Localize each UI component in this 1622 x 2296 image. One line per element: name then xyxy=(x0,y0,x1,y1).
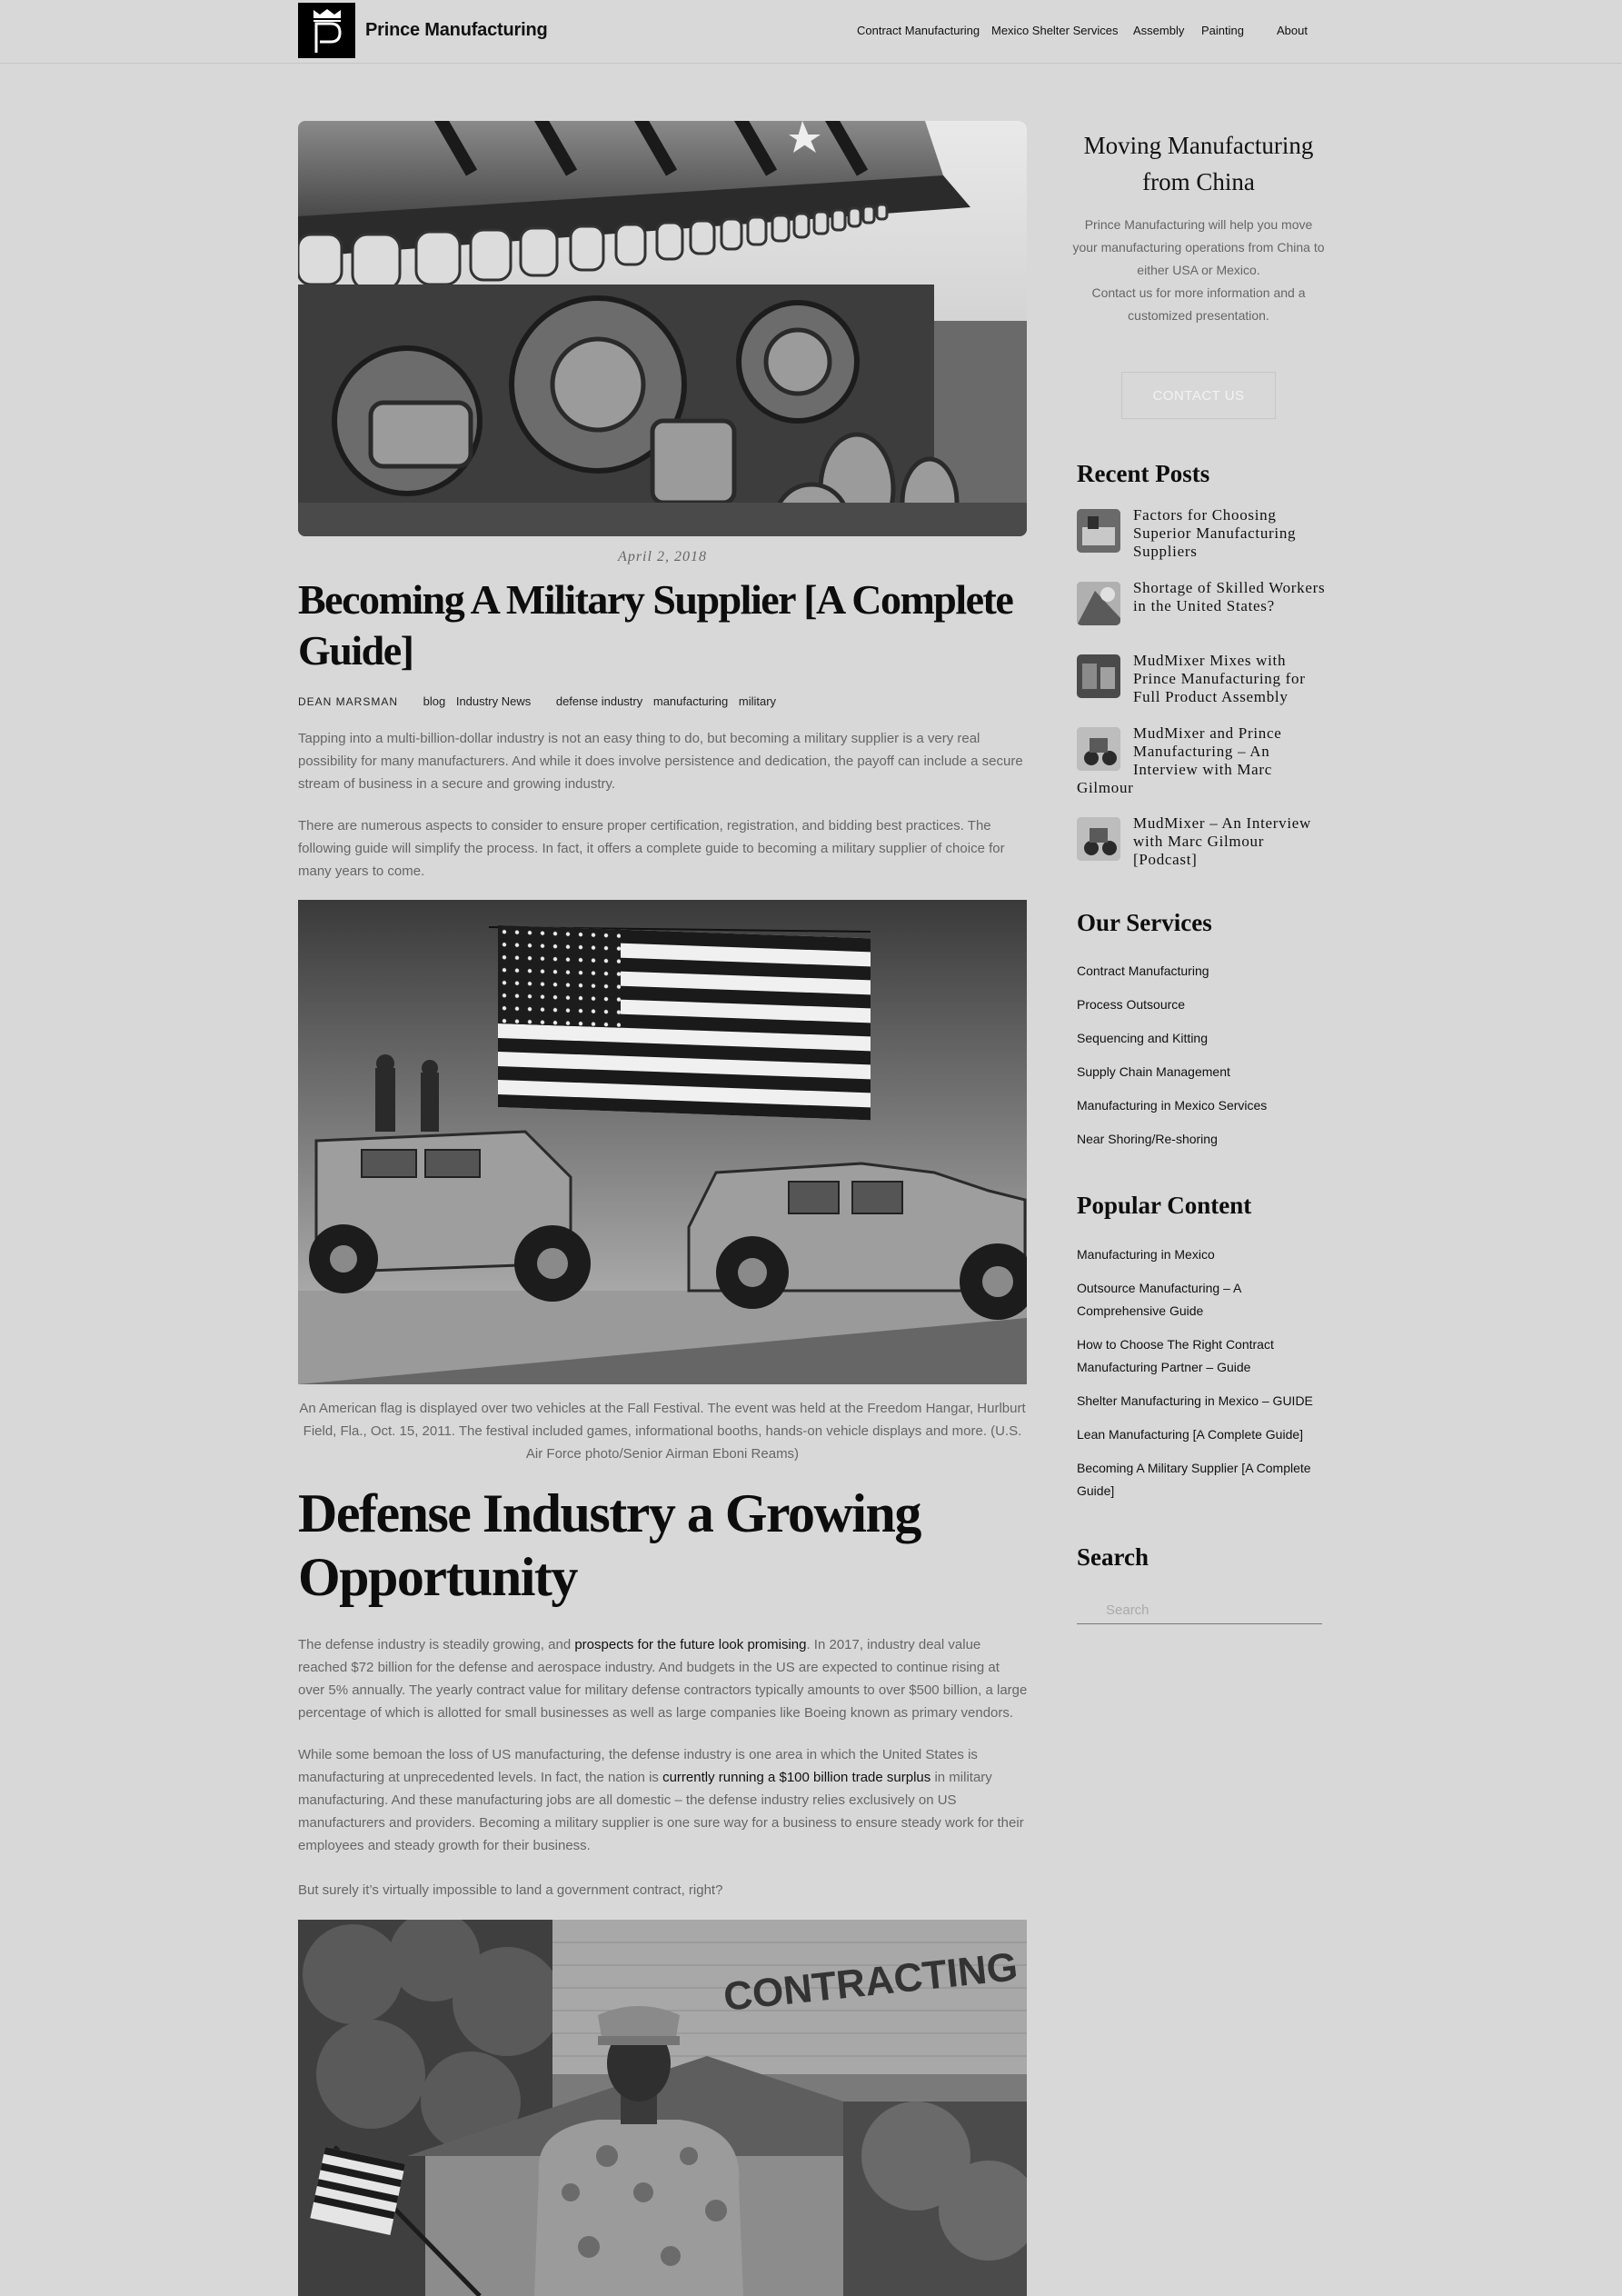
contracting-sign: CONTRACTING xyxy=(721,1944,1020,2020)
intro-paragraph-1: Tapping into a multi-billion-dollar industry is not an easy thing to do, but becoming a military supplier is a very real possibility for many manufacturers. And while it does involve persistence and dedication, the payoff can include a secure stream of business in a secure and growing industry. xyxy=(298,731,1023,792)
main-nav xyxy=(0,24,1622,42)
service-link[interactable]: Near Shoring/Re-shoring xyxy=(1077,1132,1218,1146)
recent-post-link[interactable]: Shortage of Skilled Workers in the United States? xyxy=(1133,579,1326,614)
service-link[interactable]: Supply Chain Management xyxy=(1077,1064,1230,1079)
paragraph-text: . In 2017, industry deal value reached $72 billion for the defense and aerospace industry. And budgets in the US are expected to continue rising at over 5% annually. The yearly contract value for military defense contractors typically amounts to over $500 billion, a large percentage of which is allotted for small businesses as well as large companies like Boeing known as primary vendors. xyxy=(298,1637,1028,1721)
popular-link[interactable]: Lean Manufacturing [A Complete Guide] xyxy=(1077,1427,1304,1442)
post-thumbnail[interactable] xyxy=(1077,654,1120,698)
contracting-office-image xyxy=(298,1920,1027,2296)
section-heading: Defense Industry a Growing Opportunity xyxy=(298,1483,920,1607)
category-link-industry-news[interactable]: Industry News xyxy=(455,694,532,708)
article-meta xyxy=(298,694,783,708)
article-title: Becoming A Military Supplier [A Complete Guide] xyxy=(298,576,1013,674)
brand-name[interactable]: Prince Manufacturing xyxy=(365,20,548,40)
popular-content-list xyxy=(1077,1243,1327,1513)
nav-about[interactable]: About xyxy=(1277,24,1308,37)
services-heading: Our Services xyxy=(1077,909,1212,936)
nav-assembly[interactable]: Assembly xyxy=(1133,24,1185,37)
contact-us-button[interactable]: CONTACT US xyxy=(1121,372,1276,419)
thumbnail-image xyxy=(1077,817,1120,861)
recent-post-item[interactable] xyxy=(1077,652,1329,706)
paragraph-defense-growth xyxy=(298,1633,1030,1724)
post-thumbnail[interactable] xyxy=(1077,817,1120,861)
search-input[interactable] xyxy=(1104,1598,1321,1622)
post-thumbnail[interactable] xyxy=(1077,582,1120,625)
promo-title: Moving Manufacturing from China xyxy=(1083,132,1314,195)
search-icon xyxy=(1079,1602,1093,1616)
paragraph-text: in military manufacturing. And these manufacturing jobs are all domestic – the defense industry relies exclusively on US manufacturers and providers. Becoming a military supplier is one sure way for a business to ensure steady work for their employees and steady growth for their business. xyxy=(298,1770,1024,1853)
site-header xyxy=(0,0,1622,64)
tag-link-manufacturing[interactable]: manufacturing xyxy=(652,694,729,708)
tank-illustration xyxy=(298,121,1027,536)
nav-mexico-shelter-services[interactable]: Mexico Shelter Services xyxy=(991,24,1119,37)
nav-painting[interactable]: Painting xyxy=(1201,24,1244,37)
recent-post-link[interactable]: MudMixer Mixes with Prince Manufacturing for Full Product Assembly xyxy=(1133,652,1306,705)
contracting-illustration xyxy=(298,1920,1027,2296)
thumbnail-image xyxy=(1077,509,1120,553)
flag-vehicles-illustration xyxy=(298,900,1027,1384)
intro-paragraph-2: There are numerous aspects to consider to ensure proper certification, registration, and bidding best practices. The following guide will simplify the process. In fact, it offers a complete guide to becoming a military supplier of choice for many years to come. xyxy=(298,818,1005,879)
post-thumbnail[interactable] xyxy=(1077,727,1120,771)
promo-text xyxy=(1072,214,1325,327)
recent-post-link[interactable]: Factors for Choosing Superior Manufacturing Suppliers xyxy=(1133,506,1297,560)
promo-text-line-1: Prince Manufacturing will help you move your manufacturing operations from China to either USA or Mexico. xyxy=(1072,217,1325,277)
trade-surplus-link[interactable]: currently running a $100 billion trade surplus xyxy=(662,1770,931,1785)
service-link[interactable]: Manufacturing in Mexico Services xyxy=(1077,1098,1268,1113)
recent-post-item[interactable] xyxy=(1077,724,1329,797)
service-link[interactable]: Process Outsource xyxy=(1077,997,1186,1012)
recent-post-item[interactable] xyxy=(1077,506,1329,561)
thumbnail-image xyxy=(1077,727,1120,771)
article-date: April 2, 2018 xyxy=(618,549,707,564)
search-field xyxy=(1077,1592,1322,1624)
tag-link-defense-industry[interactable]: defense industry xyxy=(555,694,643,708)
popular-link[interactable]: Outsource Manufacturing – A Comprehensive Guide xyxy=(1077,1281,1241,1318)
paragraph-us-manufacturing xyxy=(298,1743,1030,1857)
promo-text-line-2: Contact us for more information and a customized presentation. xyxy=(1091,285,1306,323)
post-thumbnail[interactable] xyxy=(1077,509,1120,553)
thumbnail-image xyxy=(1077,582,1120,625)
recent-posts-heading: Recent Posts xyxy=(1077,460,1210,487)
popular-content-heading: Popular Content xyxy=(1077,1192,1252,1219)
service-link[interactable]: Sequencing and Kitting xyxy=(1077,1031,1208,1045)
flag-vehicles-image xyxy=(298,900,1027,1384)
tag-link-military[interactable]: military xyxy=(738,694,777,708)
popular-link[interactable]: Shelter Manufacturing in Mexico – GUIDE xyxy=(1077,1393,1313,1408)
paragraph-text: The defense industry is steadily growing, and xyxy=(298,1637,575,1652)
service-link[interactable]: Contract Manufacturing xyxy=(1077,963,1209,978)
popular-link[interactable]: How to Choose The Right Contract Manufacturing Partner – Guide xyxy=(1077,1337,1274,1374)
thumbnail-image xyxy=(1077,654,1120,698)
popular-link[interactable]: Manufacturing in Mexico xyxy=(1077,1247,1215,1262)
services-list xyxy=(1077,960,1340,1162)
recent-post-link[interactable]: MudMixer – An Interview with Marc Gilmour [Podcast] xyxy=(1133,814,1311,868)
recent-post-item[interactable] xyxy=(1077,814,1329,869)
paragraph-text: While some bemoan the loss of US manufacturing, the defense industry is one area in which the United States is manufacturing at unprecedented levels. In fact, the nation is xyxy=(298,1747,978,1785)
paragraph-question: But surely it’s virtually impossible to land a government contract, right? xyxy=(298,1882,723,1898)
future-prospects-link[interactable]: prospects for the future look promising xyxy=(574,1637,807,1652)
hero-image-tank-tracks xyxy=(298,121,1027,536)
recent-post-item[interactable] xyxy=(1077,579,1329,627)
popular-link[interactable]: Becoming A Military Supplier [A Complete Guide] xyxy=(1077,1461,1311,1498)
nav-contract-manufacturing[interactable]: Contract Manufacturing xyxy=(857,24,980,37)
recent-post-link[interactable]: MudMixer and Prince Manufacturing – An Interview with Marc Gilmour xyxy=(1077,724,1282,796)
image-caption: An American flag is displayed over two vehicles at the Fall Festival. The event was held at the Freedom Hangar, Hurlburt Field, Fla., Oct. 15, 2011. The festival included games, informational booths, hands-on vehicle displays and more. (U.S. Air Force photo/Senior Airman Eboni Reams) xyxy=(299,1401,1026,1462)
search-heading: Search xyxy=(1077,1543,1149,1571)
author-link[interactable]: DEAN MARSMAN xyxy=(298,695,399,708)
category-link-blog[interactable]: blog xyxy=(423,694,446,708)
